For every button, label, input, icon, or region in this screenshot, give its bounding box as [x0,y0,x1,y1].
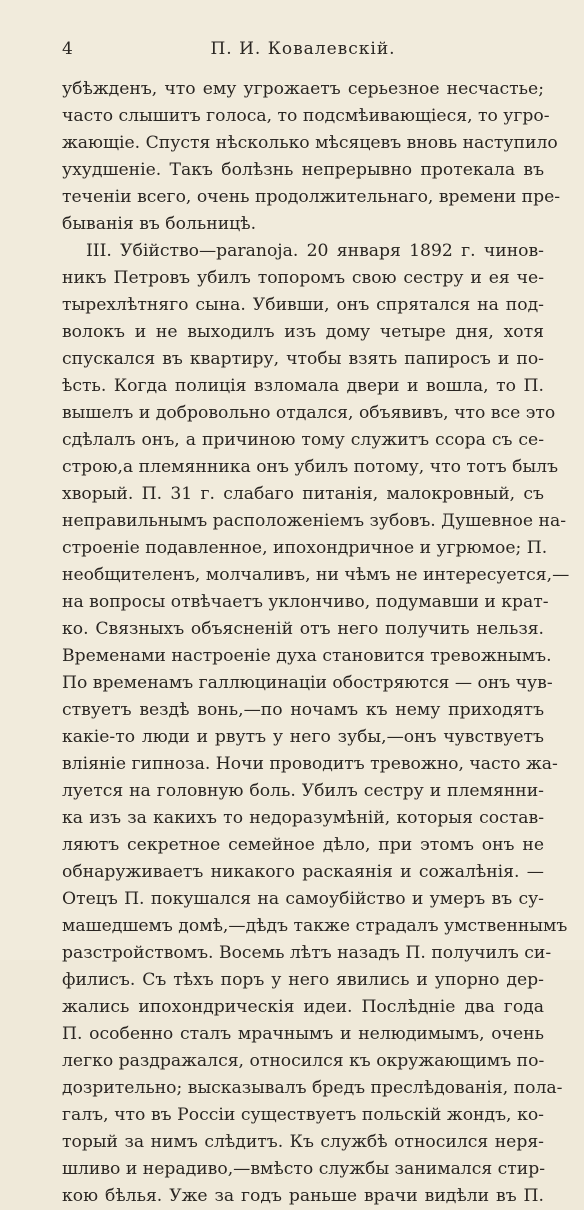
page-header [62,38,544,62]
section-heading-line: III. Убійство—paranoja. 20 января 1892 г. чинов- [86,241,544,261]
text-line: часто слышитъ голоса, то подсмѣивающіеся, то угро- [62,106,550,126]
text-line: галъ, что въ Россіи существуетъ польскій жондъ, ко- [62,1105,544,1125]
text-line: хворый. П. 31 г. слабаго питанія, малокровный, съ [62,484,544,504]
text-line: Отецъ П. покушался на самоубійство и умеръ въ су- [62,889,544,909]
text-line: ко. Связныхъ объясненій отъ него получить нельзя. [62,619,544,639]
text-line: сдѣлалъ онъ, а причиною тому служитъ ссора съ се- [62,430,544,450]
text-line: легко раздражался, относился къ окружающимъ по- [62,1051,545,1071]
text-line: ѣсть. Когда полиція взломала двери и вошла, то П. [62,376,544,396]
text-line: неправильнымъ расположеніемъ зубовъ. Душевное на- [62,511,567,531]
body-text [62,76,570,1210]
text-line: вліяніе гипноза. Ночи проводитъ тревожно, часто жа- [62,754,558,774]
text-line: жающіе. Спустя нѣсколько мѣсяцевъ вновь наступило [62,133,558,153]
text-line: кою бѣлья. Уже за годъ раньше врачи видѣли въ П. [62,1186,544,1206]
running-head: П. И. Ковалевскій. [210,39,396,59]
text-line: никъ Петровъ убилъ топоромъ свою сестру и ея че- [62,268,544,288]
text-line: жались ипохондрическія идеи. Послѣдніе два года [62,997,544,1017]
text-line: луется на головную боль. Убилъ сестру и племянни- [62,781,544,801]
text-line: дозрительно; высказывалъ бредъ преслѣдованія, пола- [62,1078,563,1098]
text-line: волокъ и не выходилъ изъ дому четыре дня, хотя [62,322,544,342]
text-line: ствуетъ вездѣ вонь,—по ночамъ къ нему приходятъ [62,700,544,720]
text-line: какіе-то люди и рвутъ у него зубы,—онъ чувствуетъ [62,727,544,747]
text-line: теченіи всего, очень продолжительнаго, времени пре- [62,187,561,207]
text-line: По временамъ галлюцинаціи обостряются — онъ чув- [62,673,553,693]
text-line: ка изъ за какихъ то недоразумѣній, которыя состав- [62,808,544,828]
text-line: на вопросы отвѣчаетъ уклончиво, подумавши и крат- [62,592,549,612]
text-line: обнаруживаетъ никакого раскаянія и сожалѣнія. — [62,862,544,882]
text-line: тырехлѣтняго сына. Убивши, онъ спрятался на под- [62,295,544,315]
text-line: машедшемъ домѣ,—дѣдъ также страдалъ умственнымъ [62,916,568,936]
text-line: убѣжденъ, что ему угрожаетъ серьезное несчастье; [62,79,544,99]
text-line: П. особенно сталъ мрачнымъ и нелюдимымъ, очень [62,1024,544,1044]
text-line: строю,а племянника онъ убилъ потому, что тотъ былъ [62,457,559,477]
text-line: разстройствомъ. Восемь лѣтъ назадъ П. получилъ си- [62,943,552,963]
text-line: торый за нимъ слѣдитъ. Къ службѣ относился неря- [62,1132,544,1152]
text-line: ляютъ секретное семейное дѣло, при этомъ онъ не [62,835,544,855]
page-number: 4 [62,39,73,59]
text-line: ухудшеніе. Такъ болѣзнь непрерывно протекала въ [62,160,544,180]
text-line: Временами настроеніе духа становится тревожнымъ. [62,646,552,666]
text-line: спускался въ квартиру, чтобы взять папиросъ и по- [62,349,544,369]
text-line: необщителенъ, молчаливъ, ни чѣмъ не интересуется,— [62,565,570,585]
text-line: быванія въ больницѣ. [62,214,257,234]
text-line: строеніе подавленное, ипохондричное и угрюмое; П. [62,538,548,558]
text-line: вышелъ и добровольно отдался, объявивъ, что все это [62,403,556,423]
text-line: филисъ. Съ тѣхъ поръ у него явились и упорно дер- [62,970,544,990]
text-line: шливо и нерадиво,—вмѣсто службы занимался стир- [62,1159,546,1179]
